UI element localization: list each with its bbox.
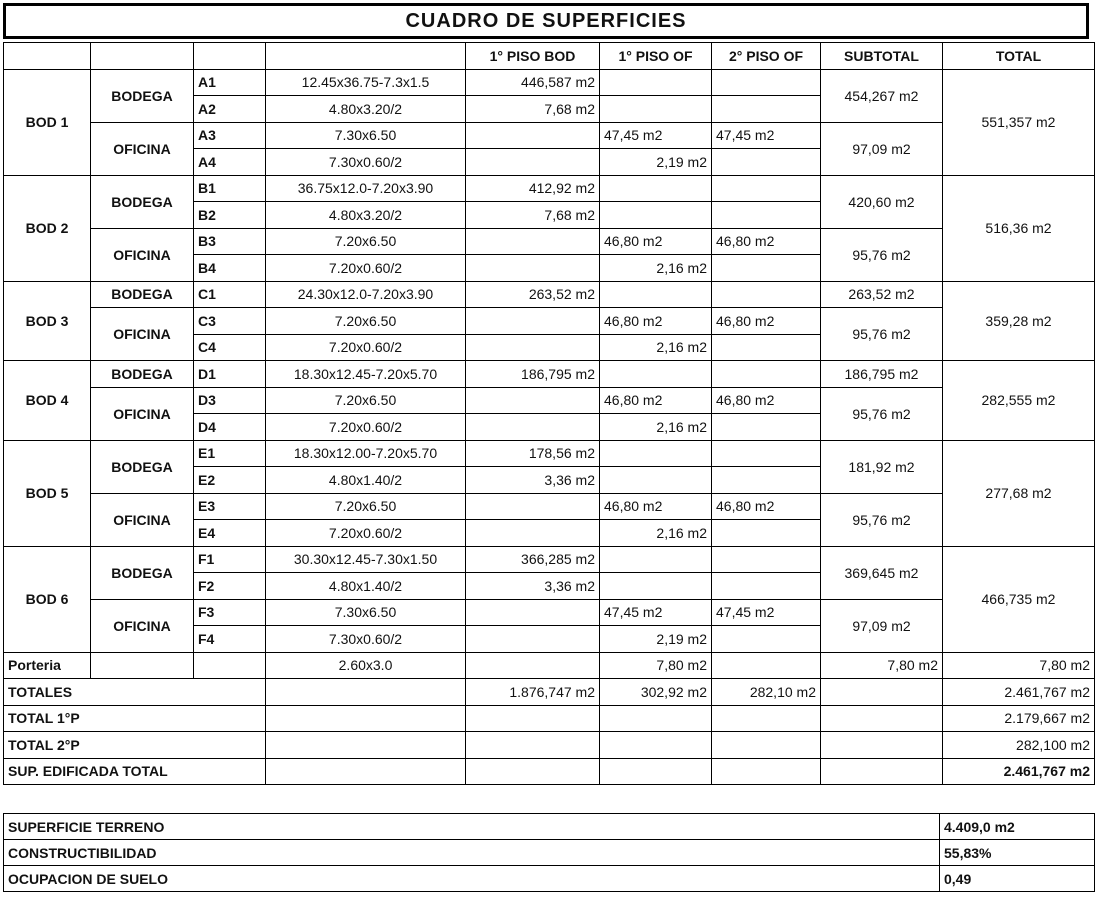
piso1-bod-value: 412,92 m2: [466, 175, 600, 202]
subtotal-value: 420,60 m2: [821, 175, 943, 228]
piso1-bod-value: [466, 414, 600, 441]
empty-cell: [266, 705, 466, 732]
empty-cell: [600, 705, 712, 732]
area-formula: 7.30x6.50: [266, 122, 466, 149]
building-name: BOD 1: [4, 69, 91, 175]
empty-cell: [821, 732, 943, 759]
piso1-bod-value: [466, 255, 600, 282]
area-formula: 7.20x6.50: [266, 493, 466, 520]
piso2-of-value: [712, 467, 821, 494]
area-code: C1: [194, 281, 266, 308]
piso1-of-value: [600, 467, 712, 494]
table-row: [4, 175, 1095, 202]
piso1-bod-value: [466, 122, 600, 149]
empty-cell: [466, 758, 600, 785]
totales-label: TOTALES: [4, 679, 266, 706]
porteria-formula: 2.60x3.0: [266, 652, 466, 679]
empty-cell: [266, 732, 466, 759]
empty-cell: [712, 732, 821, 759]
area-formula: 36.75x12.0-7.20x3.90: [266, 175, 466, 202]
summary-value: 0,49: [940, 866, 1095, 892]
area-formula: 7.30x0.60/2: [266, 626, 466, 653]
area-formula: 4.80x3.20/2: [266, 202, 466, 229]
header-piso1-bod: 1° PISO BOD: [466, 43, 600, 70]
header-subtotal: SUBTOTAL: [821, 43, 943, 70]
piso1-bod-value: 366,285 m2: [466, 546, 600, 573]
piso2-of-value: [712, 573, 821, 600]
group-label: OFICINA: [91, 599, 194, 652]
header-row: [4, 43, 1095, 70]
piso2-of-value: 47,45 m2: [712, 122, 821, 149]
area-code: B2: [194, 202, 266, 229]
area-code: C4: [194, 334, 266, 361]
group-label: BODEGA: [91, 175, 194, 228]
group-label: OFICINA: [91, 228, 194, 281]
piso2-of-value: [712, 69, 821, 96]
piso1-of-value: 2,16 m2: [600, 334, 712, 361]
area-code: A1: [194, 69, 266, 96]
area-formula: 18.30x12.00-7.20x5.70: [266, 440, 466, 467]
group-label: BODEGA: [91, 281, 194, 308]
piso1-of-value: 2,19 m2: [600, 149, 712, 176]
building-total: 516,36 m2: [943, 175, 1095, 281]
piso2-of-value: [712, 626, 821, 653]
group-label: BODEGA: [91, 546, 194, 599]
subtotal-value: 181,92 m2: [821, 440, 943, 493]
area-code: F1: [194, 546, 266, 573]
total2p-label: TOTAL 2°P: [4, 732, 266, 759]
group-label: BODEGA: [91, 361, 194, 388]
total2p-value: 282,100 m2: [943, 732, 1095, 759]
piso1-bod-value: 7,68 m2: [466, 96, 600, 123]
piso2-of-value: [712, 96, 821, 123]
piso2-of-value: [712, 149, 821, 176]
piso2-of-value: [712, 202, 821, 229]
porteria-total: 7,80 m2: [943, 652, 1095, 679]
building-total: 359,28 m2: [943, 281, 1095, 361]
piso2-of-value: 46,80 m2: [712, 493, 821, 520]
empty-cell: [466, 732, 600, 759]
subtotal-value: 95,76 m2: [821, 308, 943, 361]
piso1-of-value: 2,16 m2: [600, 255, 712, 282]
piso2-of-value: 46,80 m2: [712, 308, 821, 335]
area-code: E4: [194, 520, 266, 547]
empty-cell: [821, 679, 943, 706]
area-code: A2: [194, 96, 266, 123]
subtotal-value: 97,09 m2: [821, 599, 943, 652]
area-code: F3: [194, 599, 266, 626]
summary-label: SUPERFICIE TERRENO: [4, 814, 940, 840]
piso1-of-value: [600, 202, 712, 229]
totals-row: [4, 705, 1095, 732]
summary-value: 4.409,0 m2: [940, 814, 1095, 840]
piso1-bod-value: 178,56 m2: [466, 440, 600, 467]
piso1-of-value: [600, 440, 712, 467]
area-formula: 4.80x1.40/2: [266, 467, 466, 494]
area-formula: 7.20x0.60/2: [266, 255, 466, 282]
area-code: E3: [194, 493, 266, 520]
building-name: BOD 4: [4, 361, 91, 441]
area-code: A3: [194, 122, 266, 149]
totals-row: [4, 732, 1095, 759]
piso2-of-value: 46,80 m2: [712, 228, 821, 255]
building-total: 277,68 m2: [943, 440, 1095, 546]
empty-cell: [266, 679, 466, 706]
subtotal-value: 186,795 m2: [821, 361, 943, 388]
subtotal-value: 95,76 m2: [821, 387, 943, 440]
piso1-of-value: [600, 361, 712, 388]
header-empty: [4, 43, 91, 70]
piso1-bod-value: [466, 334, 600, 361]
piso1-bod-value: [466, 520, 600, 547]
area-code: B1: [194, 175, 266, 202]
building-total: 466,735 m2: [943, 546, 1095, 652]
summary-row: [4, 840, 1095, 866]
table-row: [4, 361, 1095, 388]
area-formula: 4.80x1.40/2: [266, 573, 466, 600]
group-label: OFICINA: [91, 387, 194, 440]
group-label: OFICINA: [91, 308, 194, 361]
summary-table: [3, 813, 1095, 892]
table-row: [4, 308, 1095, 335]
group-label: BODEGA: [91, 69, 194, 122]
area-formula: 7.20x0.60/2: [266, 414, 466, 441]
summary-label: CONSTRUCTIBILIDAD: [4, 840, 940, 866]
table-row: [4, 122, 1095, 149]
area-code: D3: [194, 387, 266, 414]
piso1-of-value: 47,45 m2: [600, 599, 712, 626]
area-formula: 7.20x6.50: [266, 387, 466, 414]
area-code: B3: [194, 228, 266, 255]
table-row: [4, 69, 1095, 96]
area-formula: 30.30x12.45-7.30x1.50: [266, 546, 466, 573]
building-name: BOD 6: [4, 546, 91, 652]
empty-cell: [194, 652, 266, 679]
area-code: B4: [194, 255, 266, 282]
header-empty: [91, 43, 194, 70]
piso1-of-value: 2,16 m2: [600, 414, 712, 441]
area-formula: 12.45x36.75-7.3x1.5: [266, 69, 466, 96]
building-total: 282,555 m2: [943, 361, 1095, 441]
area-formula: 18.30x12.45-7.20x5.70: [266, 361, 466, 388]
empty-cell: [600, 732, 712, 759]
subtotal-value: 95,76 m2: [821, 493, 943, 546]
totals-row: [4, 679, 1095, 706]
sup-edificada-label: SUP. EDIFICADA TOTAL: [4, 758, 266, 785]
subtotal-value: 369,645 m2: [821, 546, 943, 599]
table-row: [4, 493, 1095, 520]
area-formula: 4.80x3.20/2: [266, 96, 466, 123]
header-piso1-of: 1° PISO OF: [600, 43, 712, 70]
piso2-of-value: [712, 520, 821, 547]
empty-cell: [91, 652, 194, 679]
total1p-label: TOTAL 1°P: [4, 705, 266, 732]
empty-cell: [712, 652, 821, 679]
piso1-of-value: [600, 281, 712, 308]
area-formula: 7.20x0.60/2: [266, 334, 466, 361]
table-row: [4, 228, 1095, 255]
piso1-of-value: 46,80 m2: [600, 387, 712, 414]
header-empty: [194, 43, 266, 70]
empty-cell: [466, 652, 600, 679]
piso2-of-value: [712, 546, 821, 573]
piso1-of-value: [600, 96, 712, 123]
area-formula: 7.20x0.60/2: [266, 520, 466, 547]
subtotal-value: 454,267 m2: [821, 69, 943, 122]
piso1-of-value: 2,19 m2: [600, 626, 712, 653]
piso1-bod-value: [466, 626, 600, 653]
area-formula: 7.30x6.50: [266, 599, 466, 626]
summary-label: OCUPACION DE SUELO: [4, 866, 940, 892]
piso1-of-value: 47,45 m2: [600, 122, 712, 149]
piso1-bod-value: 3,36 m2: [466, 467, 600, 494]
piso1-bod-value: [466, 149, 600, 176]
piso1-bod-value: [466, 387, 600, 414]
empty-cell: [712, 705, 821, 732]
table-row: [4, 652, 1095, 679]
header-empty: [266, 43, 466, 70]
piso1-of-value: [600, 546, 712, 573]
empty-cell: [600, 758, 712, 785]
sup-edificada-value: 2.461,767 m2: [943, 758, 1095, 785]
piso2-of-value: [712, 175, 821, 202]
piso1-bod-value: [466, 493, 600, 520]
piso2-of-value: [712, 414, 821, 441]
summary-row: [4, 866, 1095, 892]
piso1-bod-value: 263,52 m2: [466, 281, 600, 308]
piso1-of-value: 2,16 m2: [600, 520, 712, 547]
area-code: F2: [194, 573, 266, 600]
empty-cell: [466, 705, 600, 732]
piso1-bod-value: [466, 599, 600, 626]
piso1-bod-value: 446,587 m2: [466, 69, 600, 96]
piso2-of-value: [712, 361, 821, 388]
piso2-of-value: [712, 255, 821, 282]
area-code: D1: [194, 361, 266, 388]
building-name: BOD 2: [4, 175, 91, 281]
piso1-bod-value: 3,36 m2: [466, 573, 600, 600]
area-code: F4: [194, 626, 266, 653]
piso2-of-value: 47,45 m2: [712, 599, 821, 626]
subtotal-value: 95,76 m2: [821, 228, 943, 281]
totales-of2: 282,10 m2: [712, 679, 821, 706]
piso1-bod-value: [466, 308, 600, 335]
table-row: [4, 440, 1095, 467]
summary-value: 55,83%: [940, 840, 1095, 866]
header-piso2-of: 2° PISO OF: [712, 43, 821, 70]
empty-cell: [266, 758, 466, 785]
table-row: [4, 546, 1095, 573]
header-total: TOTAL: [943, 43, 1095, 70]
group-label: OFICINA: [91, 493, 194, 546]
building-name: BOD 3: [4, 281, 91, 361]
empty-cell: [821, 758, 943, 785]
area-code: E2: [194, 467, 266, 494]
area-code: A4: [194, 149, 266, 176]
subtotal-value: 97,09 m2: [821, 122, 943, 175]
piso1-bod-value: 7,68 m2: [466, 202, 600, 229]
piso2-of-value: [712, 334, 821, 361]
summary-row: [4, 814, 1095, 840]
empty-cell: [821, 705, 943, 732]
piso2-of-value: 46,80 m2: [712, 387, 821, 414]
piso1-of-value: [600, 573, 712, 600]
building-name: BOD 5: [4, 440, 91, 546]
area-formula: 7.20x6.50: [266, 228, 466, 255]
area-formula: 7.20x6.50: [266, 308, 466, 335]
piso1-of-value: 46,80 m2: [600, 228, 712, 255]
porteria-label: Porteria: [4, 652, 91, 679]
area-code: E1: [194, 440, 266, 467]
total1p-value: 2.179,667 m2: [943, 705, 1095, 732]
group-label: OFICINA: [91, 122, 194, 175]
piso1-of-value: 46,80 m2: [600, 308, 712, 335]
piso1-bod-value: 186,795 m2: [466, 361, 600, 388]
table-row: [4, 387, 1095, 414]
area-formula: 7.30x0.60/2: [266, 149, 466, 176]
area-code: D4: [194, 414, 266, 441]
piso2-of-value: [712, 281, 821, 308]
piso2-of-value: [712, 440, 821, 467]
totals-row: [4, 758, 1095, 785]
porteria-of1: 7,80 m2: [600, 652, 712, 679]
totales-of1: 302,92 m2: [600, 679, 712, 706]
totales-bod: 1.876,747 m2: [466, 679, 600, 706]
group-label: BODEGA: [91, 440, 194, 493]
piso1-of-value: [600, 69, 712, 96]
area-code: C3: [194, 308, 266, 335]
porteria-subtotal: 7,80 m2: [821, 652, 943, 679]
piso1-of-value: 46,80 m2: [600, 493, 712, 520]
surface-table: [3, 42, 1095, 785]
subtotal-value: 263,52 m2: [821, 281, 943, 308]
building-total: 551,357 m2: [943, 69, 1095, 175]
piso1-bod-value: [466, 228, 600, 255]
empty-cell: [712, 758, 821, 785]
area-formula: 24.30x12.0-7.20x3.90: [266, 281, 466, 308]
totales-total: 2.461,767 m2: [943, 679, 1095, 706]
piso1-of-value: [600, 175, 712, 202]
table-row: [4, 599, 1095, 626]
table-row: [4, 281, 1095, 308]
table-title: CUADRO DE SUPERFICIES: [3, 3, 1089, 39]
